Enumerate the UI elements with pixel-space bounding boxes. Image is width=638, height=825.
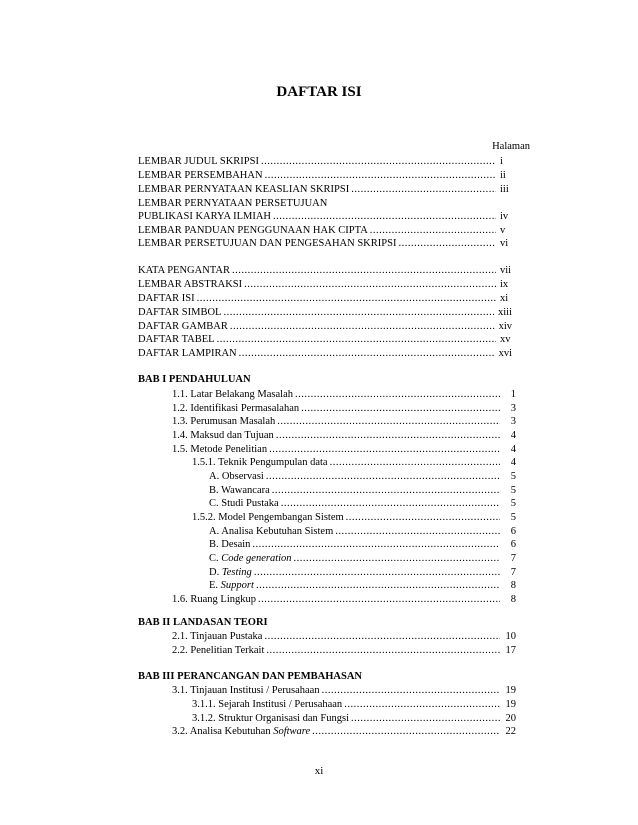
toc-entry[interactable]: LEMBAR PERSETUJUAN DAN PENGESAHAN SKRIPSI ..... vi xyxy=(138,237,512,251)
page-number: 7 xyxy=(510,567,516,578)
page-number: xvi xyxy=(498,348,512,359)
toc-entry[interactable]: LEMBAR PERSEMBAHAN ..... ii xyxy=(138,169,512,183)
page-number: 6 xyxy=(510,526,516,537)
toc-entry[interactable]: D. Testing ..... 7 xyxy=(209,566,516,580)
toc-entry[interactable]: LEMBAR JUDUL SKRIPSI ..... i xyxy=(138,155,512,169)
page-number: 5 xyxy=(510,485,516,496)
page-number: vi xyxy=(500,238,509,249)
toc-entry[interactable]: C. Studi Pustaka ..... 5 xyxy=(209,497,516,511)
page-number: 3 xyxy=(510,403,516,414)
toc-entry[interactable]: DAFTAR TABEL ..... xv xyxy=(138,333,512,347)
page-number: i xyxy=(500,156,503,167)
toc-entry[interactable]: 3.2. Analisa Kebutuhan Software ..... 22 xyxy=(172,725,516,739)
page-number: 20 xyxy=(505,713,516,724)
toc-entry[interactable]: DAFTAR GAMBAR ..... xiv xyxy=(138,320,512,334)
toc-entry[interactable]: 2.2. Penelitian Terkait ..... 17 xyxy=(172,644,516,658)
toc-entry[interactable]: A. Analisa Kebutuhan Sistem ..... 6 xyxy=(209,525,516,539)
toc-entry[interactable]: B. Desain ..... 6 xyxy=(209,538,516,552)
toc-entry[interactable]: PUBLIKASI KARYA ILMIAH ..... iv xyxy=(138,210,512,224)
page-title: DAFTAR ISI xyxy=(276,84,362,100)
toc-entry[interactable]: C. Code generation ..... 7 xyxy=(209,552,516,566)
toc-entry[interactable]: LEMBAR ABSTRAKSI ..... ix xyxy=(138,278,512,292)
page-number: xiv xyxy=(498,321,512,332)
page-number: 17 xyxy=(505,645,516,656)
page-number: 19 xyxy=(505,685,516,696)
toc-entry[interactable]: 3.1.2. Struktur Organisasi dan Fungsi ..... 20 xyxy=(192,712,516,726)
toc-entry[interactable]: 1.4. Maksud dan Tujuan ..... 4 xyxy=(172,429,516,443)
toc-entry[interactable]: DAFTAR LAMPIRAN ..... xvi xyxy=(138,347,512,361)
toc-entry[interactable]: 1.1. Latar Belakang Masalah ..... 1 xyxy=(172,388,516,402)
page-footer-number: xi xyxy=(314,765,324,777)
page-number: xiii xyxy=(497,307,512,318)
page-number: 5 xyxy=(510,512,516,523)
toc-entry[interactable]: 1.5.2. Model Pengembangan Sistem ..... 5 xyxy=(192,511,516,525)
toc-entry[interactable]: KATA PENGANTAR ..... vii xyxy=(138,264,512,278)
page-number: 4 xyxy=(510,444,516,455)
page-number: vii xyxy=(500,265,512,276)
page-number: xv xyxy=(500,334,511,345)
toc-entry[interactable]: DAFTAR ISI ..... xi xyxy=(138,292,512,306)
page-number: 4 xyxy=(510,430,516,441)
toc-entry[interactable]: 1.3. Perumusan Masalah ..... 3 xyxy=(172,415,516,429)
page-number: 7 xyxy=(510,553,516,564)
page-number: iv xyxy=(500,211,509,222)
toc-entry[interactable]: 3.1. Tinjauan Institusi / Perusahaan ..... 19 xyxy=(172,684,516,698)
toc-entry[interactable]: LEMBAR PANDUAN PENGGUNAAN HAK CIPTA ..... v xyxy=(138,224,512,238)
page-number: 10 xyxy=(505,631,516,642)
page-number: xi xyxy=(500,293,509,304)
toc-entry[interactable]: B. Wawancara ..... 5 xyxy=(209,484,516,498)
toc-entry-continued: LEMBAR PERNYATAAN PERSETUJUAN xyxy=(138,198,328,209)
page-number: 5 xyxy=(510,498,516,509)
page-number: 1 xyxy=(510,389,516,400)
page-number: ii xyxy=(500,170,506,181)
toc-entry[interactable]: LEMBAR PERNYATAAN KEASLIAN SKRIPSI ..... iii xyxy=(138,183,512,197)
page-number: 4 xyxy=(510,457,516,468)
page-number: v xyxy=(500,225,506,236)
toc-entry[interactable]: A. Observasi ..... 5 xyxy=(209,470,516,484)
toc-entry[interactable]: DAFTAR SIMBOL ..... xiii xyxy=(138,306,512,320)
toc-entry[interactable]: 1.5.1. Teknik Pengumpulan data ..... 4 xyxy=(192,456,516,470)
page-number: 22 xyxy=(505,726,516,737)
page-number: 3 xyxy=(510,416,516,427)
halaman-label: Halaman xyxy=(492,141,530,152)
toc-entry[interactable]: 1.5. Metode Penelitian ..... 4 xyxy=(172,443,516,457)
toc-entry[interactable]: 3.1.1. Sejarah Institusi / Perusahaan ..... 19 xyxy=(192,698,516,712)
page-number: iii xyxy=(500,184,509,195)
page-number: 5 xyxy=(510,471,516,482)
page-number: ix xyxy=(500,279,509,290)
page-number: 8 xyxy=(510,594,516,605)
page-number: 8 xyxy=(510,580,516,591)
page-number: 6 xyxy=(510,539,516,550)
toc-entry[interactable]: E. Support ..... 8 xyxy=(209,579,516,593)
chapter-heading[interactable]: BAB II LANDASAN TEORI xyxy=(138,617,268,628)
toc-entry[interactable]: 1.6. Ruang Lingkup ..... 8 xyxy=(172,593,516,607)
toc-entry[interactable]: 2.1. Tinjauan Pustaka ..... 10 xyxy=(172,630,516,644)
page-number: 19 xyxy=(505,699,516,710)
toc-entry[interactable]: 1.2. Identifikasi Permasalahan ..... 3 xyxy=(172,402,516,416)
chapter-heading[interactable]: BAB I PENDAHULUAN xyxy=(138,374,251,385)
chapter-heading[interactable]: BAB III PERANCANGAN DAN PEMBAHASAN xyxy=(138,671,363,682)
